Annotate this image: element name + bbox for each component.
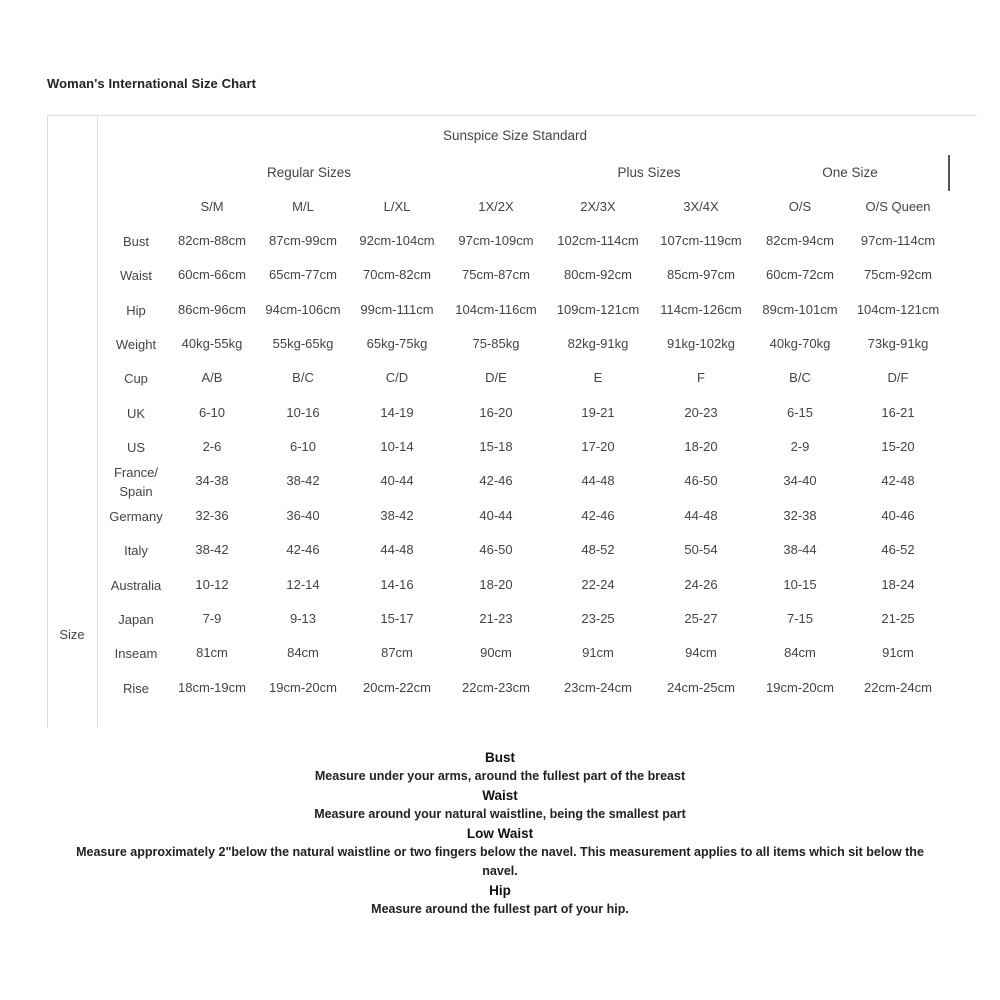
- table-cell: 6-15: [786, 404, 814, 420]
- table-cell: 44-48: [684, 507, 718, 523]
- row-label: Weight: [115, 337, 157, 353]
- table-cell: B/C: [292, 370, 314, 386]
- table-cell: 65kg-75kg: [366, 336, 428, 352]
- table-cell: 81cm: [196, 645, 228, 661]
- table-cell: 75cm-87cm: [462, 267, 530, 283]
- table-cell: 19cm-20cm: [766, 679, 834, 695]
- table-cell: 22cm-24cm: [864, 679, 932, 695]
- table-cell: 36-40: [286, 507, 320, 523]
- measurement-notes: [0, 748, 1000, 919]
- table-cell: 22cm-23cm: [462, 679, 530, 695]
- table-cell: 19cm-20cm: [269, 679, 337, 695]
- table-cell: 38-42: [195, 542, 229, 558]
- table-cell: C/D: [385, 370, 409, 386]
- table-cell: 84cm: [287, 645, 319, 661]
- table-cell: 85cm-97cm: [667, 267, 735, 283]
- table-cell: 44-48: [380, 542, 414, 558]
- table-cell: 46-52: [881, 542, 915, 558]
- table-cell: 9-13: [289, 610, 317, 626]
- group-one-size: One Size: [822, 165, 878, 180]
- table-cell: 87cm-99cm: [269, 233, 337, 248]
- table-cell: 60cm-72cm: [766, 267, 834, 283]
- table-cell: 18cm-19cm: [178, 679, 246, 695]
- note-title-hip: Hip: [489, 883, 511, 898]
- table-cell: 46-50: [479, 542, 513, 558]
- table-cell: 82cm-88cm: [178, 233, 246, 248]
- table-cell: 18-20: [479, 576, 513, 592]
- note-text-hip: Measure around the fullest part of your hip.: [371, 902, 629, 916]
- table-cell: 97cm-109cm: [458, 233, 534, 248]
- table-cell: 18-24: [881, 576, 915, 592]
- table-cell: 18-20: [684, 439, 718, 455]
- table-cell: 90cm: [480, 645, 512, 661]
- table-cell: 84cm: [784, 645, 816, 661]
- table-cell: 91cm: [582, 645, 614, 661]
- table-cell: 94cm-106cm: [265, 301, 341, 317]
- table-cell: 24cm-25cm: [667, 679, 735, 695]
- row-label: Inseam: [114, 646, 158, 662]
- table-cell: 7-15: [786, 610, 814, 626]
- table-cell: 32-36: [195, 507, 229, 523]
- table-cell: 40-44: [380, 473, 414, 489]
- table-cell: 86cm-96cm: [178, 301, 246, 317]
- table-cell: 40kg-70kg: [769, 336, 831, 352]
- column-header: O/S: [788, 199, 812, 214]
- table-cell: 42-46: [286, 542, 320, 558]
- table-cell: 23cm-24cm: [564, 679, 632, 695]
- table-cell: 60cm-66cm: [178, 267, 246, 283]
- table-cell: 97cm-114cm: [860, 233, 936, 248]
- table-cell: 99cm-111cm: [360, 301, 434, 317]
- table-cell: 91kg-102kg: [667, 336, 735, 352]
- table-inner-border: [97, 116, 98, 728]
- table-cell: 42-46: [479, 473, 513, 489]
- table-cell: E: [593, 370, 603, 386]
- table-cell: 12-14: [286, 576, 320, 592]
- table-cell: 38-42: [286, 473, 320, 489]
- table-cell: 2-6: [202, 439, 222, 455]
- group-plus-sizes: Plus Sizes: [617, 165, 681, 180]
- table-cell: 7-9: [202, 610, 222, 626]
- table-cell: 92cm-104cm: [359, 233, 435, 248]
- table-cell: D/E: [485, 370, 507, 386]
- row-label: France/ Spain: [113, 465, 159, 500]
- table-cell: 82cm-94cm: [766, 233, 834, 248]
- row-label: Rise: [122, 680, 149, 696]
- table-cell: 10-12: [195, 576, 229, 592]
- table-cell: 10-15: [783, 576, 817, 592]
- table-cell: 75-85kg: [472, 336, 520, 352]
- note-title-waist: Waist: [482, 788, 518, 803]
- size-standard-title: Sunspice Size Standard: [442, 128, 588, 143]
- table-cell: 75cm-92cm: [864, 267, 932, 283]
- table-cell: 40-46: [881, 507, 915, 523]
- table-cell: 114cm-126cm: [660, 301, 742, 317]
- row-label: Australia: [110, 577, 162, 593]
- table-cell: 19-21: [581, 404, 615, 420]
- column-header: M/L: [292, 199, 314, 214]
- table-cell: F: [697, 370, 705, 386]
- note-title-bust: Bust: [485, 750, 515, 765]
- table-cell: 38-42: [380, 507, 414, 523]
- table-cell: 34-38: [195, 473, 229, 489]
- table-cell: 94cm: [685, 645, 717, 661]
- table-cell: 107cm-119cm: [660, 233, 742, 248]
- table-cell: 55kg-65kg: [272, 336, 334, 352]
- column-header: L/XL: [383, 199, 411, 214]
- row-label: Japan: [118, 611, 154, 627]
- row-label: Germany: [109, 508, 163, 524]
- table-cell: 14-19: [380, 404, 414, 420]
- table-cell: 20cm-22cm: [363, 679, 431, 695]
- row-label: Waist: [119, 268, 153, 284]
- table-cell: 48-52: [581, 542, 615, 558]
- table-cell: 38-44: [783, 542, 817, 558]
- table-cell: 46-50: [684, 473, 718, 489]
- table-cell: 40kg-55kg: [181, 336, 243, 352]
- table-cell: 34-40: [783, 473, 817, 489]
- size-chart-table: [47, 115, 977, 728]
- column-header: 3X/4X: [683, 199, 719, 214]
- table-cell: 20-23: [684, 404, 718, 420]
- group-regular-sizes: Regular Sizes: [266, 165, 352, 180]
- row-label: Cup: [124, 371, 148, 387]
- row-label: Italy: [124, 543, 148, 559]
- column-header: 2X/3X: [580, 199, 616, 214]
- table-cell: 24-26: [684, 576, 718, 592]
- table-cell: 10-16: [286, 404, 320, 420]
- table-cell: 109cm-121cm: [556, 301, 640, 317]
- row-label: US: [126, 440, 146, 456]
- table-cell: 73kg-91kg: [867, 336, 929, 352]
- table-cell: 80cm-92cm: [564, 267, 632, 283]
- note-text-bust: Measure under your arms, around the fullest part of the breast: [314, 769, 686, 783]
- table-cell: A/B: [201, 370, 223, 386]
- table-cell: 15-20: [881, 439, 915, 455]
- table-cell: 82kg-91kg: [567, 336, 629, 352]
- table-cell: 40-44: [479, 507, 513, 523]
- table-cell: 89cm-101cm: [762, 301, 838, 317]
- table-cell: D/F: [887, 370, 909, 386]
- table-cell: 15-17: [380, 610, 414, 626]
- table-cell: 16-20: [479, 404, 513, 420]
- page-title: Woman's International Size Chart: [47, 76, 257, 91]
- table-cell: 102cm-114cm: [557, 233, 639, 248]
- size-side-label: Size: [59, 627, 85, 642]
- table-cell: 23-25: [581, 610, 615, 626]
- column-header: O/S Queen: [865, 199, 931, 214]
- table-cell: 65cm-77cm: [269, 267, 337, 283]
- table-cell: 6-10: [198, 404, 226, 420]
- row-label: Bust: [122, 234, 149, 249]
- table-cell: 104cm-116cm: [455, 301, 537, 317]
- note-title-low-waist: Low Waist: [466, 826, 534, 841]
- table-cell: B/C: [789, 370, 811, 386]
- table-cell: 25-27: [684, 610, 718, 626]
- table-cell: 42-46: [581, 507, 615, 523]
- table-cell: 44-48: [581, 473, 615, 489]
- table-cell: 15-18: [479, 439, 513, 455]
- table-cell: 87cm: [381, 645, 413, 661]
- table-cell: 50-54: [684, 542, 718, 558]
- row-label: UK: [126, 405, 146, 421]
- note-text-waist: Measure around your natural waistline, being the smallest part: [314, 807, 686, 821]
- table-cell: 70cm-82cm: [363, 267, 431, 283]
- table-cell: 2-9: [790, 439, 810, 455]
- table-cell: 10-14: [380, 439, 414, 455]
- table-cell: 42-48: [881, 473, 915, 489]
- table-cell: 16-21: [881, 404, 915, 420]
- column-header: S/M: [200, 199, 224, 214]
- table-cell: 91cm: [882, 645, 914, 661]
- table-cell: 17-20: [581, 439, 615, 455]
- table-cell: 32-38: [783, 507, 817, 523]
- table-cell: 22-24: [581, 576, 615, 592]
- row-label: Hip: [126, 302, 146, 318]
- table-cell: 21-23: [479, 610, 513, 626]
- table-cell: 6-10: [289, 439, 317, 455]
- note-text-low-waist: Measure approximately 2"below the natural waistline or two fingers below the navel. This measurement applies to all items which sit below the navel.: [76, 845, 924, 878]
- table-cell: 21-25: [881, 610, 915, 626]
- table-cell: 104cm-121cm: [856, 301, 940, 317]
- table-cell: 14-16: [380, 576, 414, 592]
- column-header: 1X/2X: [478, 199, 514, 214]
